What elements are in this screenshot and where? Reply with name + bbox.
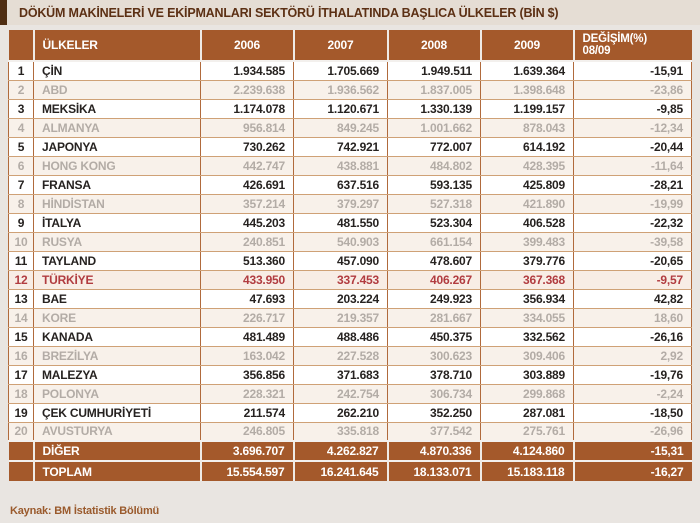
cell-value-2006: 240.851: [201, 232, 294, 251]
cell-value-2006: 426.691: [201, 175, 294, 194]
cell-country: BAE: [34, 289, 201, 308]
cell-value-2008: 4.870.336: [388, 441, 481, 461]
table-row: [9, 99, 692, 118]
cell-value-2007: 219.357: [294, 308, 388, 327]
table-body: [9, 61, 692, 481]
cell-rank: 15: [9, 327, 34, 346]
cell-rank: 20: [9, 422, 34, 441]
cell-country: ABD: [34, 80, 201, 99]
table-row: [9, 422, 692, 441]
cell-change: -11,64: [574, 156, 692, 175]
cell-value-2006: 228.321: [201, 384, 294, 403]
page-title: DÖKÜM MAKİNELERİ VE EKİPMANLARI SEKTÖRÜ İTHALATINDA BAŞLICA ÜLKELER (BİN $): [19, 5, 559, 20]
cell-rank: 9: [9, 213, 34, 232]
table-row: [9, 118, 692, 137]
header-change-line1: DEĞİŞİM(%): [582, 33, 647, 45]
table-row: [9, 346, 692, 365]
cell-change: 18,60: [574, 308, 692, 327]
cell-value-2009: 356.934: [481, 289, 574, 308]
cell-country: BREZİLYA: [34, 346, 201, 365]
header-year-2008: 2008: [388, 30, 481, 61]
cell-change: -20,44: [574, 137, 692, 156]
cell-value-2009: 399.483: [481, 232, 574, 251]
cell-value-2006: 3.696.707: [201, 441, 294, 461]
cell-value-2009: 428.395: [481, 156, 574, 175]
cell-value-2009: 878.043: [481, 118, 574, 137]
cell-country: AVUSTURYA: [34, 422, 201, 441]
cell-country: KANADA: [34, 327, 201, 346]
cell-rank: 7: [9, 175, 34, 194]
cell-value-2006: 1.934.585: [201, 61, 294, 80]
cell-value-2008: 523.304: [388, 213, 481, 232]
cell-value-2007: 481.550: [294, 213, 388, 232]
table-row: [9, 384, 692, 403]
cell-country: MEKSİKA: [34, 99, 201, 118]
table-row: [9, 308, 692, 327]
cell-country: MALEZYA: [34, 365, 201, 384]
cell-value-2009: 4.124.860: [481, 441, 574, 461]
cell-rank: 2: [9, 80, 34, 99]
imports-table: [8, 30, 692, 481]
cell-change: -9,85: [574, 99, 692, 118]
cell-value-2009: 421.890: [481, 194, 574, 213]
cell-country: HONG KONG: [34, 156, 201, 175]
cell-value-2006: 163.042: [201, 346, 294, 365]
cell-value-2007: 242.754: [294, 384, 388, 403]
cell-value-2008: 1.949.511: [388, 61, 481, 80]
cell-value-2008: 772.007: [388, 137, 481, 156]
cell-rank: 6: [9, 156, 34, 175]
cell-value-2006: 442.747: [201, 156, 294, 175]
cell-value-2007: 849.245: [294, 118, 388, 137]
table-row: [9, 61, 692, 80]
cell-value-2008: 281.667: [388, 308, 481, 327]
cell-value-2007: 203.224: [294, 289, 388, 308]
cell-change: -19,99: [574, 194, 692, 213]
cell-rank: 18: [9, 384, 34, 403]
cell-change: -26,96: [574, 422, 692, 441]
header-change: [574, 30, 692, 61]
cell-country: ÇEK CUMHURİYETİ: [34, 403, 201, 422]
cell-rank: 4: [9, 118, 34, 137]
cell-rank: 10: [9, 232, 34, 251]
cell-change: -9,57: [574, 270, 692, 289]
cell-value-2009: 379.776: [481, 251, 574, 270]
title-bar: [0, 0, 700, 25]
cell-country: POLONYA: [34, 384, 201, 403]
cell-value-2007: 227.528: [294, 346, 388, 365]
cell-value-2008: 306.734: [388, 384, 481, 403]
cell-value-2006: 246.805: [201, 422, 294, 441]
table-row: [9, 232, 692, 251]
cell-value-2009: 275.761: [481, 422, 574, 441]
cell-value-2006: 513.360: [201, 251, 294, 270]
cell-value-2009: 406.528: [481, 213, 574, 232]
cell-value-2007: 4.262.827: [294, 441, 388, 461]
cell-change: -26,16: [574, 327, 692, 346]
cell-value-2008: 661.154: [388, 232, 481, 251]
cell-value-2008: 18.133.071: [388, 461, 481, 481]
cell-value-2009: 332.562: [481, 327, 574, 346]
cell-value-2008: 406.267: [388, 270, 481, 289]
cell-value-2006: 226.717: [201, 308, 294, 327]
header-change-line2: 08/09: [582, 45, 611, 57]
cell-value-2008: 377.542: [388, 422, 481, 441]
table-row: [9, 175, 692, 194]
cell-change: -15,31: [574, 441, 692, 461]
source-note: Kaynak: BM İstatistik Bölümü: [10, 505, 160, 517]
cell-value-2009: 614.192: [481, 137, 574, 156]
summary-row: [9, 461, 692, 481]
table-row: [9, 270, 692, 289]
table-row: [9, 327, 692, 346]
cell-value-2008: 300.623: [388, 346, 481, 365]
cell-change: -22,32: [574, 213, 692, 232]
cell-country: ÇİN: [34, 61, 201, 80]
cell-rank: 8: [9, 194, 34, 213]
title-accent-bar: [0, 0, 7, 25]
cell-value-2006: 730.262: [201, 137, 294, 156]
cell-value-2007: 337.453: [294, 270, 388, 289]
cell-value-2006: 481.489: [201, 327, 294, 346]
table-row: [9, 289, 692, 308]
cell-rank: 1: [9, 61, 34, 80]
cell-change: -23,86: [574, 80, 692, 99]
cell-change: -12,34: [574, 118, 692, 137]
cell-value-2009: 309.406: [481, 346, 574, 365]
cell-country: HİNDİSTAN: [34, 194, 201, 213]
table-row: [9, 251, 692, 270]
summary-label: DİĞER: [34, 441, 201, 461]
cell-change: -18,50: [574, 403, 692, 422]
cell-value-2006: 15.554.597: [201, 461, 294, 481]
cell-country: RUSYA: [34, 232, 201, 251]
cell-rank: 14: [9, 308, 34, 327]
table-row: [9, 365, 692, 384]
cell-rank: [9, 441, 34, 461]
cell-change: -20,65: [574, 251, 692, 270]
cell-value-2009: 425.809: [481, 175, 574, 194]
cell-value-2009: 287.081: [481, 403, 574, 422]
cell-value-2007: 335.818: [294, 422, 388, 441]
cell-value-2008: 450.375: [388, 327, 481, 346]
cell-value-2008: 478.607: [388, 251, 481, 270]
cell-rank: 17: [9, 365, 34, 384]
cell-value-2009: 1.199.157: [481, 99, 574, 118]
header-year-2006: 2006: [201, 30, 294, 61]
header-rank: [9, 30, 34, 61]
cell-change: 42,82: [574, 289, 692, 308]
summary-row: [9, 441, 692, 461]
cell-value-2009: 1.398.648: [481, 80, 574, 99]
cell-change: -19,76: [574, 365, 692, 384]
cell-value-2008: 484.802: [388, 156, 481, 175]
cell-value-2007: 1.705.669: [294, 61, 388, 80]
cell-rank: 12: [9, 270, 34, 289]
cell-country: KORE: [34, 308, 201, 327]
cell-value-2007: 379.297: [294, 194, 388, 213]
table-row: [9, 403, 692, 422]
cell-value-2008: 352.250: [388, 403, 481, 422]
cell-value-2008: 593.135: [388, 175, 481, 194]
cell-value-2007: 1.120.671: [294, 99, 388, 118]
cell-value-2006: 433.950: [201, 270, 294, 289]
cell-rank: 13: [9, 289, 34, 308]
cell-value-2009: 1.639.364: [481, 61, 574, 80]
table-row: [9, 80, 692, 99]
cell-value-2006: 356.856: [201, 365, 294, 384]
cell-country: TÜRKİYE: [34, 270, 201, 289]
cell-country: FRANSA: [34, 175, 201, 194]
cell-value-2007: 438.881: [294, 156, 388, 175]
cell-value-2008: 1.330.139: [388, 99, 481, 118]
cell-value-2006: 956.814: [201, 118, 294, 137]
cell-value-2006: 357.214: [201, 194, 294, 213]
cell-value-2008: 378.710: [388, 365, 481, 384]
cell-value-2007: 457.090: [294, 251, 388, 270]
cell-value-2007: 540.903: [294, 232, 388, 251]
cell-rank: 16: [9, 346, 34, 365]
cell-value-2006: 211.574: [201, 403, 294, 422]
cell-country: TAYLAND: [34, 251, 201, 270]
cell-value-2007: 16.241.645: [294, 461, 388, 481]
cell-country: İTALYA: [34, 213, 201, 232]
table-row: [9, 137, 692, 156]
cell-value-2006: 1.174.078: [201, 99, 294, 118]
cell-value-2008: 249.923: [388, 289, 481, 308]
cell-rank: 19: [9, 403, 34, 422]
table-header-row: [9, 30, 692, 61]
table-row: [9, 156, 692, 175]
cell-value-2007: 371.683: [294, 365, 388, 384]
cell-value-2007: 1.936.562: [294, 80, 388, 99]
cell-change: -15,91: [574, 61, 692, 80]
cell-value-2009: 15.183.118: [481, 461, 574, 481]
cell-rank: 3: [9, 99, 34, 118]
cell-change: -28,21: [574, 175, 692, 194]
cell-value-2008: 527.318: [388, 194, 481, 213]
cell-value-2006: 445.203: [201, 213, 294, 232]
cell-value-2009: 334.055: [481, 308, 574, 327]
cell-change: -16,27: [574, 461, 692, 481]
cell-value-2006: 47.693: [201, 289, 294, 308]
cell-value-2009: 367.368: [481, 270, 574, 289]
cell-country: ALMANYA: [34, 118, 201, 137]
cell-rank: [9, 461, 34, 481]
cell-change: 2,92: [574, 346, 692, 365]
cell-value-2009: 299.868: [481, 384, 574, 403]
cell-value-2008: 1.837.005: [388, 80, 481, 99]
cell-value-2007: 262.210: [294, 403, 388, 422]
cell-value-2008: 1.001.662: [388, 118, 481, 137]
table-row: [9, 213, 692, 232]
cell-value-2009: 303.889: [481, 365, 574, 384]
cell-rank: 5: [9, 137, 34, 156]
cell-change: -39,58: [574, 232, 692, 251]
cell-rank: 11: [9, 251, 34, 270]
cell-value-2007: 488.486: [294, 327, 388, 346]
cell-value-2007: 742.921: [294, 137, 388, 156]
cell-country: JAPONYA: [34, 137, 201, 156]
header-year-2007: 2007: [294, 30, 388, 61]
cell-value-2007: 637.516: [294, 175, 388, 194]
table-row: [9, 194, 692, 213]
header-countries: ÜLKELER: [34, 30, 201, 61]
cell-value-2006: 2.239.638: [201, 80, 294, 99]
summary-label: TOPLAM: [34, 461, 201, 481]
header-year-2009: 2009: [481, 30, 574, 61]
cell-change: -2,24: [574, 384, 692, 403]
